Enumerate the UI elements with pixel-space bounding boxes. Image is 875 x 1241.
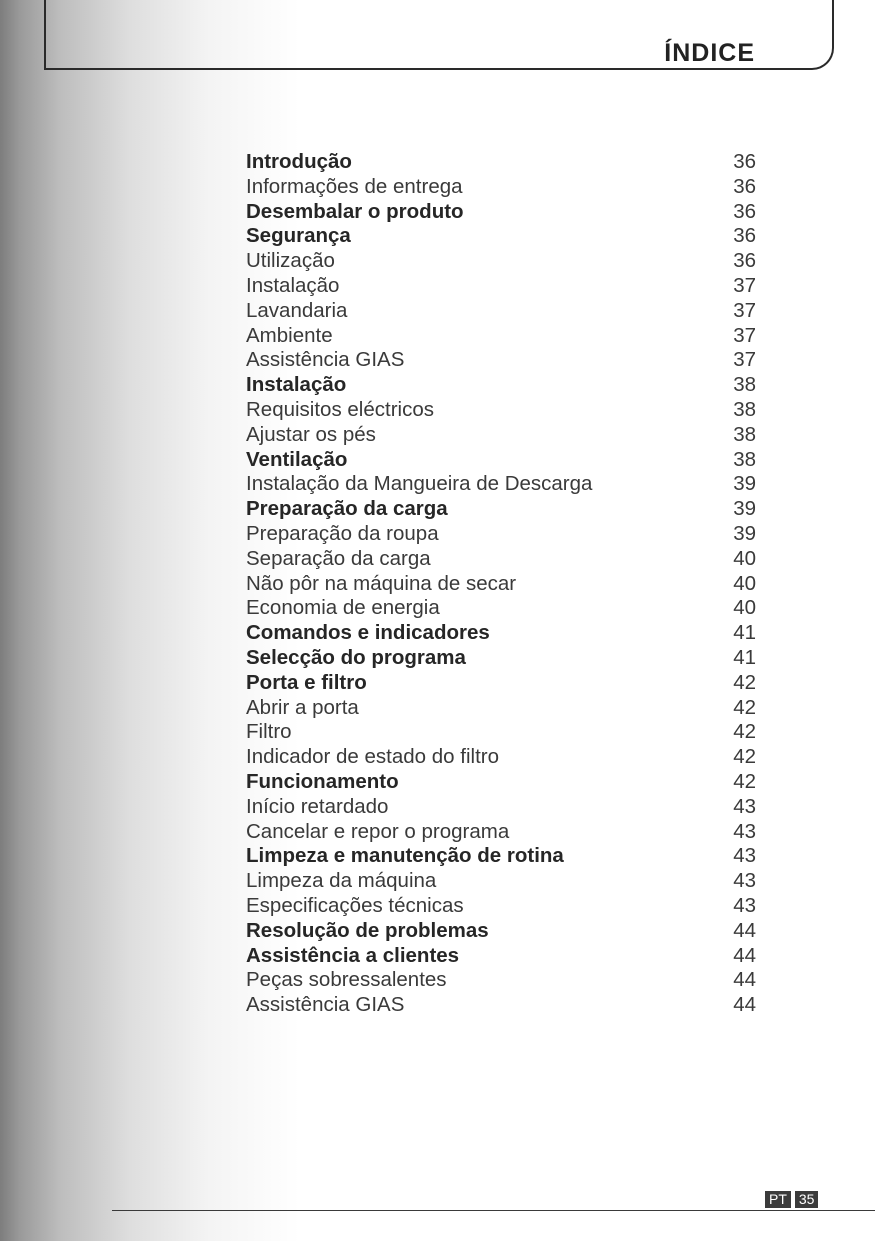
toc-label: Ajustar os pés <box>246 422 376 446</box>
page-title: ÍNDICE <box>664 39 755 67</box>
toc-label: Ventilação <box>246 447 348 471</box>
toc-page-number: 40 <box>733 596 756 620</box>
toc-subsection-row <box>246 324 756 349</box>
toc-page-number: 42 <box>733 720 756 744</box>
toc-page-number: 38 <box>733 397 756 421</box>
toc-label: Requisitos eléctricos <box>246 397 434 421</box>
toc-subsection-row <box>246 572 756 597</box>
toc-label: Abrir a porta <box>246 695 359 719</box>
toc-page-number: 39 <box>733 472 756 496</box>
toc-label: Selecção do programa <box>246 645 466 669</box>
toc-page-number: 44 <box>733 918 756 942</box>
toc-page-number: 42 <box>733 745 756 769</box>
toc-page-number: 40 <box>733 571 756 595</box>
toc-page-number: 39 <box>733 497 756 521</box>
toc-section-row <box>246 621 756 646</box>
toc-page-number: 41 <box>733 621 756 645</box>
toc-section-row <box>246 200 756 225</box>
toc-subsection-row <box>246 348 756 373</box>
toc-page-number: 41 <box>733 645 756 669</box>
toc-label: Preparação da roupa <box>246 521 439 545</box>
toc-page-number: 38 <box>733 447 756 471</box>
toc-label: Separação da carga <box>246 546 431 570</box>
toc-label: Desembalar o produto <box>246 199 464 223</box>
toc-label: Instalação da Mangueira de Descarga <box>246 472 593 496</box>
toc-page-number: 36 <box>733 174 756 198</box>
toc-page-number: 36 <box>733 199 756 223</box>
toc-label: Limpeza e manutenção de rotina <box>246 844 564 868</box>
toc-label: Comandos e indicadores <box>246 621 490 645</box>
toc-page-number: 42 <box>733 670 756 694</box>
toc-subsection-row <box>246 993 756 1018</box>
toc-subsection-row <box>246 968 756 993</box>
toc-section-row <box>246 224 756 249</box>
toc-page-number: 42 <box>733 769 756 793</box>
toc-subsection-row <box>246 249 756 274</box>
table-of-contents <box>246 150 756 1018</box>
toc-section-row <box>246 646 756 671</box>
toc-page-number: 44 <box>733 993 756 1017</box>
toc-label: Cancelar e repor o programa <box>246 819 510 843</box>
toc-subsection-row <box>246 596 756 621</box>
toc-label: Especificações técnicas <box>246 893 464 917</box>
toc-page-number: 36 <box>733 224 756 248</box>
toc-label: Informações de entrega <box>246 174 463 198</box>
toc-section-row <box>246 497 756 522</box>
toc-subsection-row <box>246 547 756 572</box>
toc-section-row <box>246 373 756 398</box>
toc-page-number: 43 <box>733 794 756 818</box>
toc-label: Início retardado <box>246 794 389 818</box>
toc-page-number: 42 <box>733 695 756 719</box>
toc-subsection-row <box>246 423 756 448</box>
toc-label: Utilização <box>246 249 335 273</box>
toc-subsection-row <box>246 274 756 299</box>
toc-label: Assistência GIAS <box>246 348 405 372</box>
toc-page-number: 36 <box>733 249 756 273</box>
toc-page-number: 40 <box>733 546 756 570</box>
toc-page-number: 43 <box>733 893 756 917</box>
toc-subsection-row <box>246 299 756 324</box>
toc-page-number: 37 <box>733 323 756 347</box>
toc-page-number: 43 <box>733 869 756 893</box>
page-number-badge: 35 <box>795 1191 819 1208</box>
toc-page-number: 43 <box>733 844 756 868</box>
toc-page-number: 43 <box>733 819 756 843</box>
toc-label: Ambiente <box>246 323 333 347</box>
toc-page-number: 38 <box>733 422 756 446</box>
toc-subsection-row <box>246 795 756 820</box>
toc-label: Limpeza da máquina <box>246 869 437 893</box>
toc-label: Não pôr na máquina de secar <box>246 571 517 595</box>
toc-page-number: 44 <box>733 968 756 992</box>
toc-subsection-row <box>246 745 756 770</box>
toc-page-number: 44 <box>733 943 756 967</box>
toc-section-row <box>246 919 756 944</box>
toc-label: Peças sobressalentes <box>246 968 447 992</box>
toc-section-row <box>246 844 756 869</box>
toc-label: Instalação <box>246 273 340 297</box>
toc-subsection-row <box>246 820 756 845</box>
toc-label: Resolução de problemas <box>246 918 489 942</box>
toc-label: Filtro <box>246 720 292 744</box>
toc-label: Economia de energia <box>246 596 440 620</box>
toc-subsection-row <box>246 398 756 423</box>
toc-page-number: 39 <box>733 521 756 545</box>
toc-label: Preparação da carga <box>246 497 448 521</box>
toc-section-row <box>246 770 756 795</box>
toc-subsection-row <box>246 869 756 894</box>
toc-label: Funcionamento <box>246 769 399 793</box>
toc-subsection-row <box>246 720 756 745</box>
toc-page-number: 37 <box>733 273 756 297</box>
toc-section-row <box>246 671 756 696</box>
toc-page-number: 37 <box>733 298 756 322</box>
toc-subsection-row <box>246 894 756 919</box>
toc-label: Assistência GIAS <box>246 993 405 1017</box>
toc-page-number: 38 <box>733 373 756 397</box>
toc-section-row <box>246 448 756 473</box>
toc-section-row <box>246 944 756 969</box>
toc-label: Porta e filtro <box>246 670 367 694</box>
toc-label: Segurança <box>246 224 351 248</box>
toc-subsection-row <box>246 175 756 200</box>
language-badge: PT <box>765 1191 791 1208</box>
toc-label: Introdução <box>246 150 352 173</box>
toc-subsection-row <box>246 472 756 497</box>
toc-subsection-row <box>246 696 756 721</box>
toc-label: Assistência a clientes <box>246 943 460 967</box>
toc-label: Lavandaria <box>246 298 348 322</box>
footer-page-marker <box>765 1191 818 1208</box>
toc-label: Instalação <box>246 373 347 397</box>
toc-page-number: 37 <box>733 348 756 372</box>
toc-label: Indicador de estado do filtro <box>246 745 499 769</box>
toc-page-number: 36 <box>733 150 756 173</box>
toc-subsection-row <box>246 522 756 547</box>
toc-section-row <box>246 150 756 175</box>
footer-divider <box>112 1210 875 1211</box>
